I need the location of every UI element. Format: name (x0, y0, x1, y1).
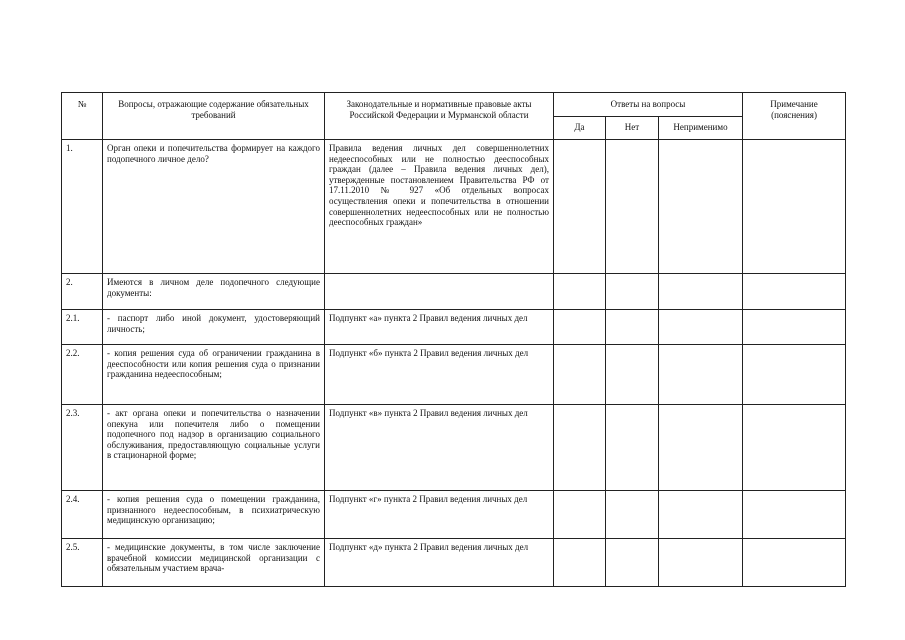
header-yes: Да (554, 117, 606, 140)
answer-yes-cell[interactable] (554, 274, 606, 310)
answer-yes-cell[interactable] (554, 405, 606, 491)
note-cell[interactable] (743, 491, 846, 539)
row-act: Подпункт «в» пункта 2 Правил ведения личных дел (325, 405, 554, 491)
answer-na-cell[interactable] (659, 345, 743, 405)
answer-yes-cell[interactable] (554, 539, 606, 587)
table-row (62, 140, 846, 274)
header-note: Примечание (пояснения) (743, 93, 846, 140)
header-no: Нет (606, 117, 659, 140)
answer-yes-cell[interactable] (554, 310, 606, 345)
row-question: - копия решения суда о помещении гражданина, признанного недееспособным, в психиатрическую медицинскую организацию; (103, 491, 325, 539)
table-row (62, 345, 846, 405)
table-row (62, 539, 846, 587)
row-num: 2.5. (62, 539, 103, 587)
row-act: Подпункт «д» пункта 2 Правил ведения личных дел (325, 539, 554, 587)
row-num: 2.1. (62, 310, 103, 345)
answer-no-cell[interactable] (606, 539, 659, 587)
row-act: Подпункт «а» пункта 2 Правил ведения личных дел (325, 310, 554, 345)
row-question: - копия решения суда об ограничении гражданина в дееспособности или копия решения суда о признании гражданина недееспособным; (103, 345, 325, 405)
answer-na-cell[interactable] (659, 491, 743, 539)
row-num: 1. (62, 140, 103, 274)
row-num: 2.4. (62, 491, 103, 539)
note-cell[interactable] (743, 140, 846, 274)
answer-no-cell[interactable] (606, 345, 659, 405)
header-num: № (62, 93, 103, 140)
table-row (62, 274, 846, 310)
row-act: Правила ведения личных дел совершеннолетних недееспособных или не полностью дееспособных граждан (далее – Правила ведения личных дел), утвержденные постановлением Правительства РФ от 17.11.2010 № 927 «Об отдельных вопросах осуществления опеки и попечительства в отношении совершеннолетних недееспособных или не полностью дееспособных граждан» (325, 140, 554, 274)
answer-no-cell[interactable] (606, 310, 659, 345)
row-act (325, 274, 554, 310)
table-row (62, 491, 846, 539)
answer-yes-cell[interactable] (554, 345, 606, 405)
row-question: - акт органа опеки и попечительства о назначении опекуна или попечителя либо о помещении подопечного под надзор в организацию социального обслуживания, предоставляющую социальные услуги в стационарной форме; (103, 405, 325, 491)
answer-no-cell[interactable] (606, 491, 659, 539)
row-num: 2.2. (62, 345, 103, 405)
checklist-table (61, 92, 846, 587)
row-act: Подпункт «г» пункта 2 Правил ведения личных дел (325, 491, 554, 539)
header-na: Неприменимо (659, 117, 743, 140)
row-act: Подпункт «б» пункта 2 Правил ведения личных дел (325, 345, 554, 405)
answer-no-cell[interactable] (606, 274, 659, 310)
row-question: Имеются в личном деле подопечного следующие документы: (103, 274, 325, 310)
header-questions: Вопросы, отражающие содержание обязательных требований (103, 93, 325, 140)
table-row (62, 310, 846, 345)
row-num: 2. (62, 274, 103, 310)
answer-na-cell[interactable] (659, 274, 743, 310)
note-cell[interactable] (743, 274, 846, 310)
answer-yes-cell[interactable] (554, 491, 606, 539)
row-question: - паспорт либо иной документ, удостоверяющий личность; (103, 310, 325, 345)
header-acts: Законодательные и нормативные правовые акты Российской Федерации и Мурманской области (325, 93, 554, 140)
answer-no-cell[interactable] (606, 140, 659, 274)
note-cell[interactable] (743, 310, 846, 345)
header-answers: Ответы на вопросы (554, 93, 743, 117)
answer-yes-cell[interactable] (554, 140, 606, 274)
answer-no-cell[interactable] (606, 405, 659, 491)
note-cell[interactable] (743, 539, 846, 587)
answer-na-cell[interactable] (659, 140, 743, 274)
row-question: - медицинские документы, в том числе заключение врачебной комиссии медицинской организации с обязательным участием врача- (103, 539, 325, 587)
note-cell[interactable] (743, 405, 846, 491)
header-row (62, 93, 846, 117)
answer-na-cell[interactable] (659, 310, 743, 345)
answer-na-cell[interactable] (659, 539, 743, 587)
table-row (62, 405, 846, 491)
note-cell[interactable] (743, 345, 846, 405)
row-question: Орган опеки и попечительства формирует на каждого подопечного личное дело? (103, 140, 325, 274)
row-num: 2.3. (62, 405, 103, 491)
answer-na-cell[interactable] (659, 405, 743, 491)
